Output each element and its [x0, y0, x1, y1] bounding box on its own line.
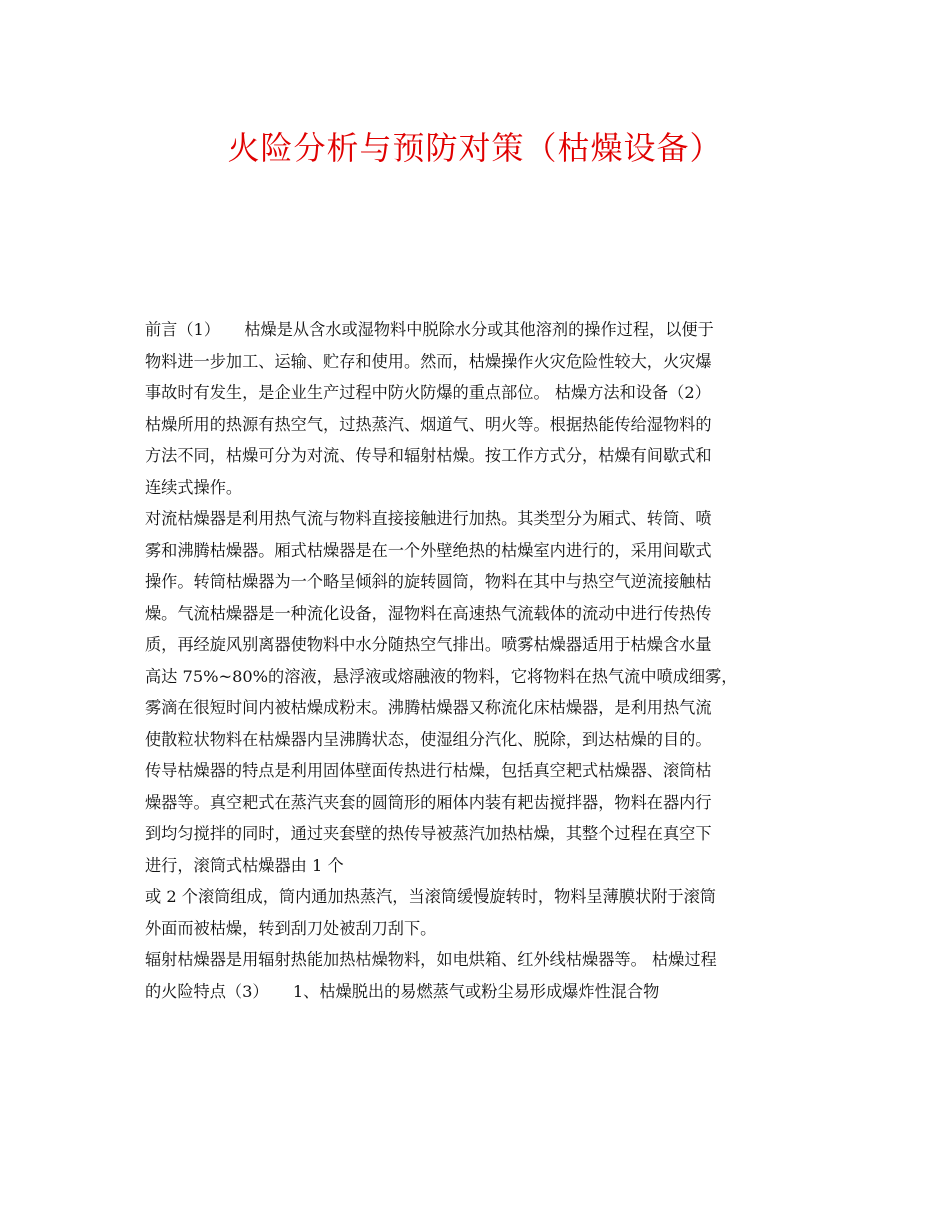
text-line: 枯燥所用的热源有热空气，过热蒸汽、烟道气、明火等。根据热能传给湿物料的 — [145, 414, 712, 434]
text-line: 高达 75%~80%的溶液，悬浮液或熔融液的物料，它将物料在热气流中喷成细雾， — [145, 666, 738, 686]
text-line: 进行，滚筒式枯燥器由 1 个 — [145, 855, 344, 875]
text-line: 连续式操作。 — [145, 477, 243, 497]
text-line: 对流枯燥器是利用热气流与物料直接接触进行加热。其类型分为厢式、转筒、喷 — [145, 509, 712, 528]
text-line: 的火险特点（3） 1、枯燥脱出的易燃蒸气或粉尘易形成爆炸性混合物 — [145, 981, 660, 1001]
text-line: 到均匀搅拌的同时，通过夹套壁的热传导被蒸汽加热枯燥，其整个过程在真空下 — [145, 824, 712, 843]
text-line: 使散粒状物料在枯燥器内呈沸腾状态，使湿组分汽化、脱除，到达枯燥的目的。 — [145, 729, 712, 749]
text-line: 燥器等。真空耙式在蒸汽夹套的圆筒形的厢体内装有耙齿搅拌器，物料在器内行 — [145, 792, 712, 812]
text-line: 物料进一步加工、运输、贮存和使用。然而，枯燥操作火灾危险性较大，火灾爆 — [145, 351, 712, 371]
document-body — [145, 314, 807, 1007]
text-line: 雾滴在很短时间内被枯燥成粉末。沸腾枯燥器又称流化床枯燥器，是利用热气流 — [145, 698, 712, 717]
text-line: 质，再经旋风别离器使物料中水分随热空气排出。喷雾枯燥器适用于枯燥含水量 — [145, 635, 712, 654]
text-line: 前言（1） 枯燥是从含水或湿物料中脱除水分或其他溶剂的操作过程，以便于 — [145, 320, 714, 339]
text-line: 燥。气流枯燥器是一种流化设备，湿物料在高速热气流载体的流动中进行传热传 — [145, 603, 712, 623]
text-line: 外面而被枯燥，转到刮刀处被刮刀刮下。 — [145, 918, 437, 938]
text-line: 传导枯燥器的特点是利用固体壁面传热进行枯燥，包括真空耙式枯燥器、滚筒枯 — [145, 761, 712, 780]
text-line: 方法不同，枯燥可分为对流、传导和辐射枯燥。按工作方式分，枯燥有间歇式和 — [145, 446, 712, 465]
text-line: 辐射枯燥器是用辐射热能加热枯燥物料，如电烘箱、红外线枯燥器等。 枯燥过程 — [145, 950, 717, 969]
text-line: 雾和沸腾枯燥器。厢式枯燥器是在一个外壁绝热的枯燥室内进行的，采用间歇式 — [145, 540, 712, 560]
text-line: 或 2 个滚筒组成，筒内通加热蒸汽，当滚筒缓慢旋转时，物料呈薄膜状附于滚筒 — [145, 887, 716, 906]
text-line: 操作。转筒枯燥器为一个略呈倾斜的旋转圆筒，物料在其中与热空气逆流接触枯 — [145, 572, 712, 591]
text-line: 事故时有发生，是企业生产过程中防火防爆的重点部位。 枯燥方法和设备（2） — [145, 383, 711, 402]
page-title: 火险分析与预防对策（枯燥设备） — [227, 129, 723, 167]
